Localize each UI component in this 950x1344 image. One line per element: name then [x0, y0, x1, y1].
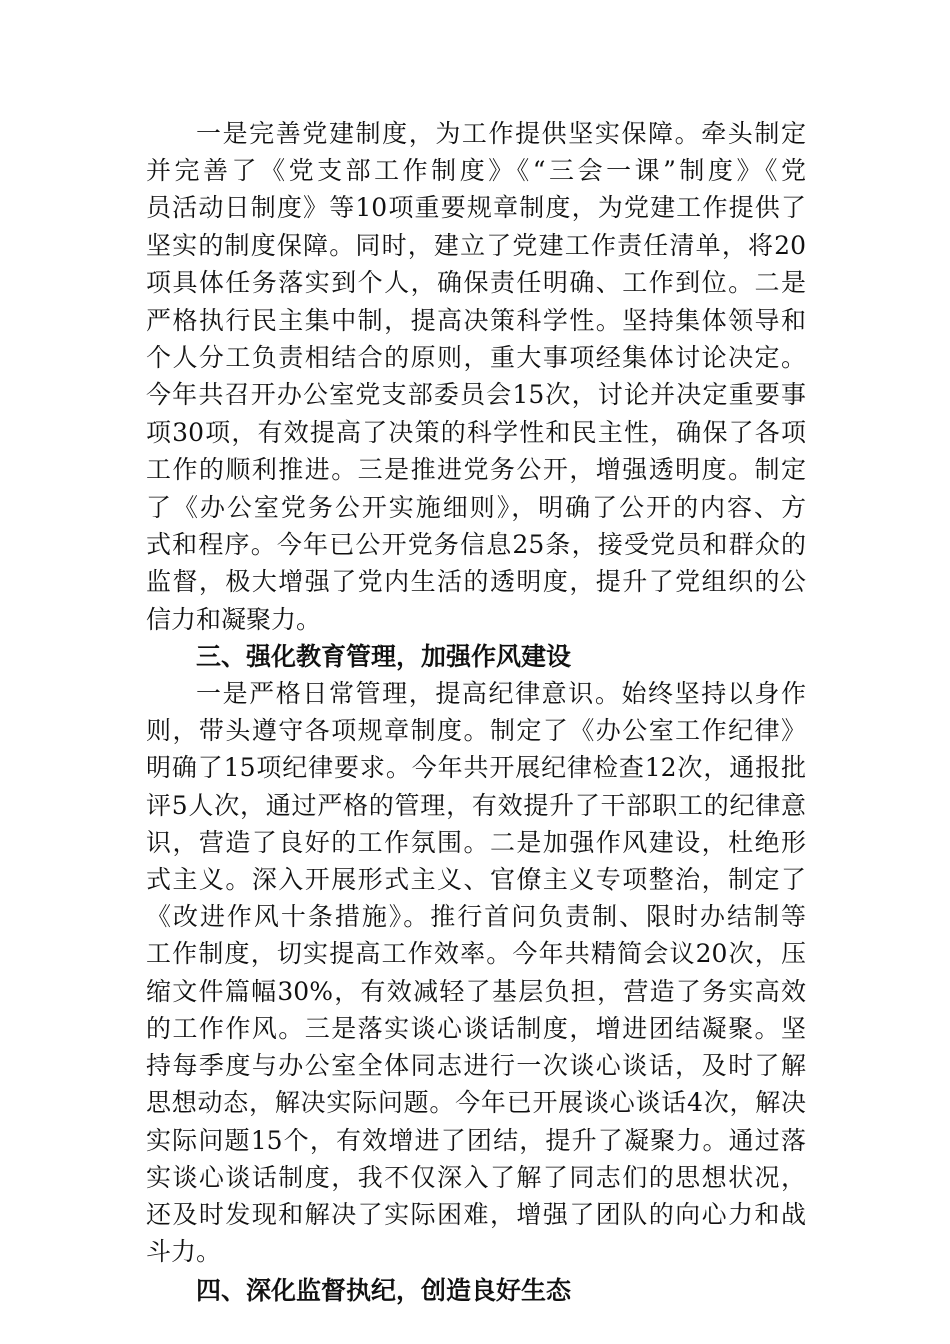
paragraph-line: 严格执行民主集中制，提高决策科学性。坚持集体领导和: [146, 306, 806, 335]
paragraph-line: 项具体任务落实到个人，确保责任明确、工作到位。二是: [146, 268, 806, 297]
paragraph-line: 一是严格日常管理，提高纪律意识。始终坚持以身作: [196, 679, 806, 708]
paragraph-line: 并完善了《党支部工作制度》《“三会一课”制度》《党: [146, 156, 806, 185]
paragraph-line: 实谈心谈话制度，我不仅深入了解了同志们的思想状况，: [146, 1163, 806, 1192]
paragraph-line: 员活动日制度》等10项重要规章制度，为党建工作提供了: [146, 193, 806, 222]
paragraph-line: 识，营造了良好的工作氛围。二是加强作风建设，杜绝形: [146, 828, 806, 857]
paragraph-line: 工作制度，切实提高工作效率。今年共精简会议20次，压: [146, 939, 806, 968]
paragraph-line: 项30项，有效提高了决策的科学性和民主性，确保了各项: [146, 418, 806, 447]
paragraph-line: 个人分工负责相结合的原则，重大事项经集体讨论决定。: [146, 343, 806, 372]
paragraph-line: 今年共召开办公室党支部委员会15次，讨论并决定重要事: [146, 380, 806, 409]
paragraph-line: 斗力。: [146, 1237, 222, 1266]
paragraph-line: 明确了15项纪律要求。今年共开展纪律检查12次，通报批: [146, 753, 806, 782]
paragraph-line: 持每季度与办公室全体同志进行一次谈心谈话，及时了解: [146, 1051, 806, 1080]
section-heading: 四、深化监督执纪，创造良好生态: [196, 1276, 572, 1305]
paragraph-line: 式主义。深入开展形式主义、官僚主义专项整治，制定了: [146, 865, 806, 894]
paragraph-line: 的工作作风。三是落实谈心谈话制度，增进团结凝聚。坚: [146, 1014, 806, 1043]
section-heading: 三、强化教育管理，加强作风建设: [196, 642, 572, 671]
paragraph-line: 则，带头遵守各项规章制度。制定了《办公室工作纪律》: [146, 716, 806, 745]
paragraph-line: 《改进作风十条措施》。推行首问负责制、限时办结制等: [146, 902, 806, 931]
paragraph-line: 工作的顺利推进。三是推进党务公开，增强透明度。制定: [146, 455, 806, 484]
paragraph-line: 了《办公室党务公开实施细则》，明确了公开的内容、方: [146, 493, 806, 522]
paragraph-line: 监督，极大增强了党内生活的透明度，提升了党组织的公: [146, 567, 806, 596]
paragraph-line: 式和程序。今年已公开党务信息25条，接受党员和群众的: [146, 530, 806, 559]
paragraph-line: 信力和凝聚力。: [146, 605, 322, 634]
paragraph-line: 实际问题15个，有效增进了团结，提升了凝聚力。通过落: [146, 1126, 806, 1155]
paragraph-line: 一是完善党建制度，为工作提供坚实保障。牵头制定: [196, 119, 806, 148]
paragraph-line: 坚实的制度保障。同时，建立了党建工作责任清单，将20: [146, 231, 806, 260]
paragraph-line: 评5人次，通过严格的管理，有效提升了干部职工的纪律意: [146, 791, 806, 820]
paragraph-line: 思想动态，解决实际问题。今年已开展谈心谈话4次，解决: [146, 1088, 806, 1117]
paragraph-line: 缩文件篇幅30%，有效减轻了基层负担，营造了务实高效: [146, 977, 806, 1006]
paragraph-line: 还及时发现和解决了实际困难，增强了团队的向心力和战: [146, 1200, 806, 1229]
